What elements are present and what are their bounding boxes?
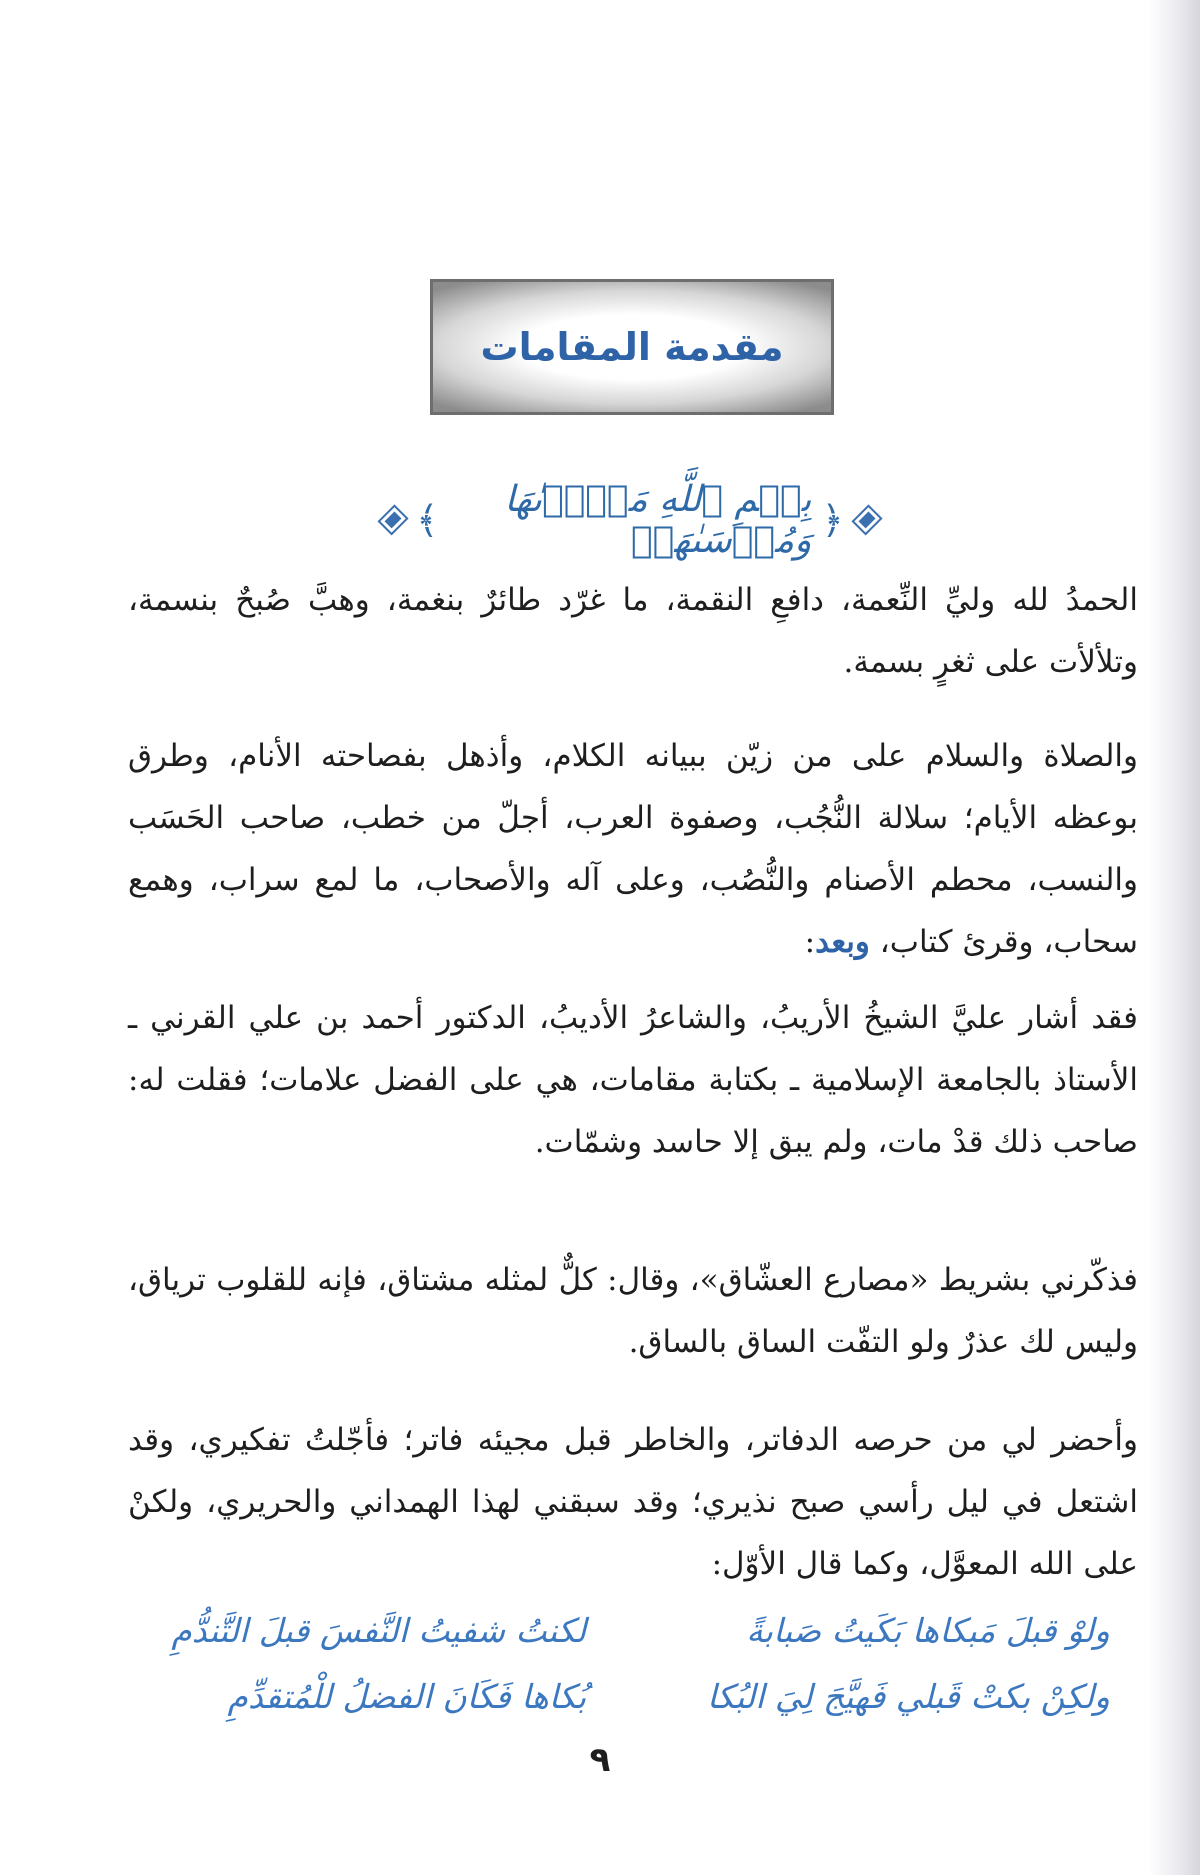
paragraph-3 [128,987,1138,1173]
paragraph-5 [128,1409,1138,1595]
paragraph-4 [128,1249,1138,1373]
quran-brace-open: ﴿ [821,498,844,542]
verse-first-hemistich: ولوْ قبلَ مَبكاها بَكَيتُ صَبابةً [746,1610,1110,1650]
paragraph-text: وأحضر لي من حرصه الدفاتر، والخاطر قبل مجيئه فاتر؛ فأجّلتُ تفكيري، وقد اشتعل في ليل رأسي صبح نذيري؛ وقد سبقني لهذا الهمداني والحريري، ولكنْ على الله المعوَّل، وكما قال الأوّل: [128,1422,1138,1582]
basmala-text: بِسۡمِ ٱللَّهِ مَجۡرٜىٰهَا وَمُرۡسَىٰهَآۚ [504,479,812,561]
chapter-title-frame [430,279,834,415]
chapter-title: مقدمة المقامات [480,325,784,369]
paragraph-body: والصلاة والسلام على من زيّن ببيانه الكلام، وأذهل بفصاحته الأنام، وطرق بوعظه الأيام؛ سلالة النُّجُب، وصفوة العرب، أجلّ من خطب، صاحب الحَسَب والنسب، محطم الأصنام والنُّصُب، وعلى آله والأصحاب، ما لمع سراب، وهمع سحاب، وقرئ كتاب، [128,738,1138,960]
paragraph-text: فقد أشار عليَّ الشيخُ الأريبُ، والشاعرُ الأديبُ، الدكتور أحمد بن علي القرني ـ الأستاذ بالجامعة الإسلامية ـ بكتابة مقامات، هي على الفضل علامات؛ فقلت له: صاحب ذلك قدْ مات، ولم يبق إلا حاسد وشمّات. [128,1000,1138,1160]
paragraph-text [128,725,1138,973]
accent-word: وبعد [815,924,870,960]
ornament-left-icon [385,511,402,528]
paragraph-tail: : [804,924,816,960]
verse-second-hemistich: بُكاها فَكَانَ الفضلُ للْمُتقدِّمِ [227,1676,587,1716]
poem-verse [140,1597,1110,1663]
paragraph-1 [128,569,1138,693]
paragraph-text: فذكّرني بشريط «مصارع العشّاق»، وقال: كلٌّ لمثله مشتاق، فإنه للقلوب ترياق، وليس لك عذرٌ ولو التفّت الساق بالساق. [128,1262,1138,1360]
poem-block [140,1597,1110,1729]
poem-verse [140,1663,1110,1729]
quran-brace-close: ﴾ [416,498,439,542]
page-number: ٩ [589,1740,611,1780]
ornament-right-icon [858,511,875,528]
page-edge-shadow [1148,0,1200,1875]
verse-first-hemistich: ولكِنْ بكتْ قَبلي فَهيَّجَ لِيَ البُكا [706,1676,1110,1716]
verse-second-hemistich: لكنتُ شفيتُ النَّفسَ قبلَ التَّندُّمِ [171,1610,587,1650]
paragraph-text: الحمدُ لله وليِّ النِّعمة، دافعِ النقمة، ما غرّد طائرٌ بنغمة، وهبَّ صُبحٌ بنسمة، وتلألأت على ثغرٍ بسمة. [128,582,1138,680]
paragraph-2 [128,725,1138,973]
basmala-line [380,479,880,561]
